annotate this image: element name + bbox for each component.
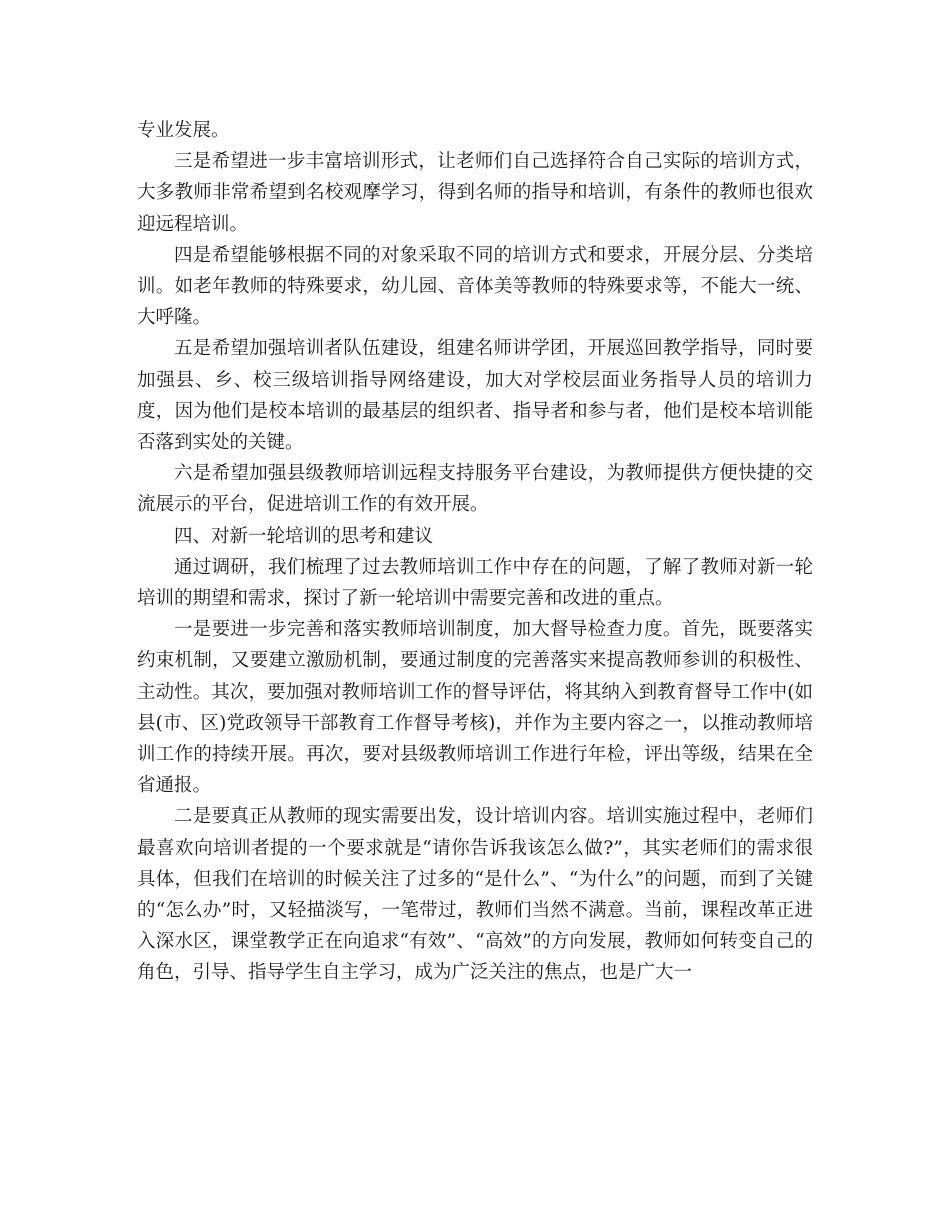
paragraph: 通过调研，我们梳理了过去教师培训工作中存在的问题，了解了教师对新一轮培训的期望和需求，探讨了新一轮培训中需要完善和改进的重点。 [137, 556, 813, 610]
paragraph: 六是希望加强县级教师培训远程支持服务平台建设，为教师提供方便快捷的交流展示的平台，促进培训工作的有效开展。 [137, 463, 813, 516]
paragraph: 三是希望进一步丰富培训形式，让老师们自己选择符合自己实际的培训方式，大多教师非常希望到名校观摩学习，得到名师的指导和培训，有条件的教师也很欢迎远程培训。 [137, 151, 813, 235]
section-heading: 四、对新一轮培训的思考和建议 [174, 525, 434, 547]
paragraph: 一是要进一步完善和落实教师培训制度，加大督导检查力度。首先，既要落实约束机制，又要建立激励机制，要通过制度的完善落实来提高教师参训的积极性、主动性。其次，要加强对教师培训工作的督导评估，将其纳入到教育督导工作中(如县(市、区)党政领导干部教育工作督导考核)，并作为主要内容之一，以推动教师培训工作的持续开展。再次，要对县级教师培训工作进行年检，评出等级，结果在全省通报。 [137, 619, 813, 797]
paragraph: 四是希望能够根据不同的对象采取不同的培训方式和要求，开展分层、分类培训。如老年教师的特殊要求，幼儿园、音体美等教师的特殊要求等，不能大一统、大呼隆。 [137, 244, 813, 329]
paragraph: 二是要真正从教师的现实需要出发，设计培训内容。培训实施过程中，老师们最喜欢向培训者提的一个要求就是“请你告诉我该怎么做?”，其实老师们的需求很具体，但我们在培训的时候关注了过多的“是什么”、“为什么”的问题，而到了关键的“怎么办”时，又轻描淡写，一笔带过，教师们当然不满意。当前，课程改革正进入深水区，课堂教学正在向追求“有效”、“高效”的方向发展，教师如何转变自己的角色，引导、指导学生自主学习，成为广泛关注的焦点，也是广大一 [137, 806, 813, 984]
paragraph: 五是希望加强培训者队伍建设，组建名师讲学团，开展巡回教学指导，同时要加强县、乡、校三级培训指导网络建设，加大对学校层面业务指导人员的培训力度，因为他们是校本培训的最基层的组织者、指导者和参与者，他们是校本培训能否落到实处的关键。 [137, 338, 813, 454]
paragraph: 专业发展。 [137, 120, 230, 141]
document-page [137, 115, 813, 989]
